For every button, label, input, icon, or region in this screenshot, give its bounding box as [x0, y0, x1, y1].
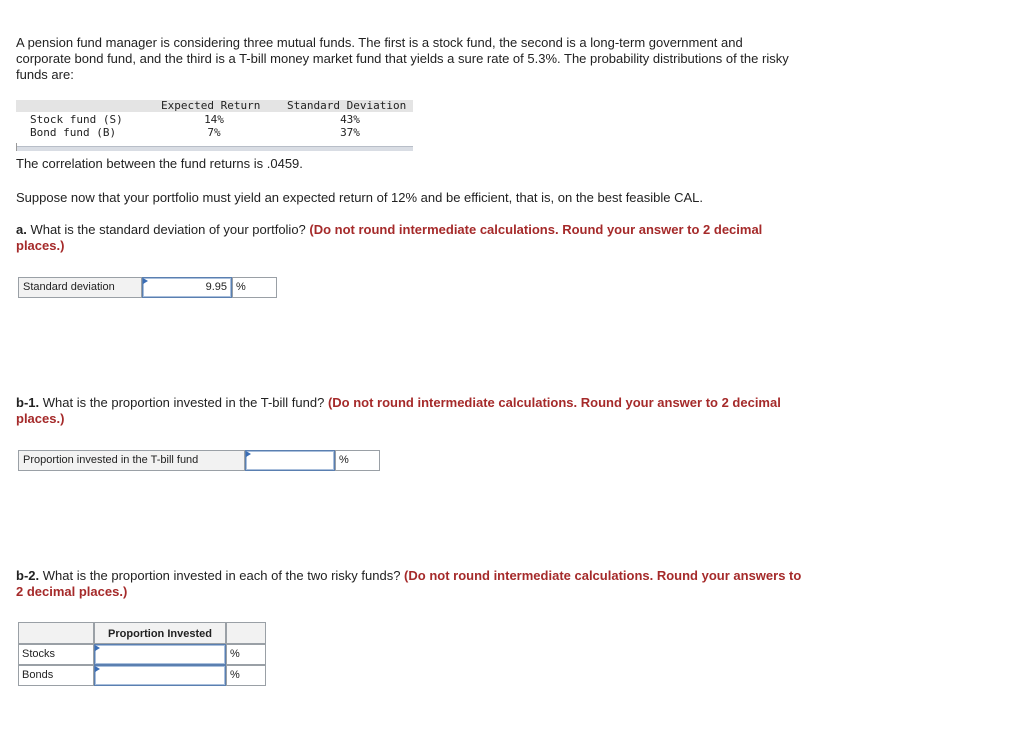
stocks-unit: %: [226, 644, 266, 665]
question-b2-prefix: b-2.: [16, 568, 40, 583]
fund-table-row-bond-label: Bond fund (B): [30, 126, 117, 139]
correlation-text: The correlation between the fund returns is .0459.: [16, 156, 303, 171]
question-a-prefix: a.: [16, 222, 27, 237]
risky-funds-table-header: Proportion Invested: [94, 622, 226, 644]
bonds-label: Bonds: [18, 665, 94, 686]
fund-table-col-standard-deviation: Standard Deviation: [287, 99, 407, 112]
question-b2-note-1: (Do not round intermediate calculations. Round your answers to: [404, 568, 802, 583]
intro-line-3: funds are:: [16, 67, 74, 82]
fund-table-footer-tick: [16, 143, 17, 151]
fund-table-row-bond-er: 7%: [207, 126, 221, 139]
tbill-proportion-label: Proportion invested in the T-bill fund: [18, 450, 245, 471]
question-b2-note-2: 2 decimal places.): [16, 584, 128, 599]
question-b1-prefix: b-1.: [16, 395, 40, 410]
question-b1-line-1: [16, 395, 781, 411]
intro-line-2: corporate bond fund, and the third is a T-bill money market fund that yields a sure rate of 5.3%. The probability distributions of the risky: [16, 51, 789, 66]
bonds-proportion-input[interactable]: [94, 665, 226, 686]
suppose-text: Suppose now that your portfolio must yield an expected return of 12% and be efficient, that is, on the best feasible CAL.: [16, 190, 704, 205]
question-b2-line-1: [16, 568, 801, 584]
fund-table-row-stock-label: Stock fund (S): [30, 113, 123, 126]
standard-deviation-unit: %: [232, 277, 277, 298]
bonds-unit: %: [226, 665, 266, 686]
fund-table-footer-bar: [16, 146, 413, 151]
question-a-note-2: places.): [16, 238, 65, 253]
risky-funds-table-corner: [18, 622, 94, 644]
fund-table-col-expected-return: Expected Return: [161, 99, 261, 112]
standard-deviation-label: Standard deviation: [18, 277, 142, 298]
input-marker-icon: [95, 645, 100, 651]
input-marker-icon: [95, 666, 100, 672]
tbill-proportion-input[interactable]: [245, 450, 335, 471]
question-a-text: What is the standard deviation of your portfolio?: [26, 222, 310, 237]
question-b1-text: What is the proportion invested in the T-bill fund?: [39, 395, 328, 410]
tbill-proportion-unit: %: [335, 450, 380, 471]
fund-table-row-stock-sd: 43%: [340, 113, 360, 126]
input-marker-icon: [246, 451, 251, 457]
question-b2-text: What is the proportion invested in each of the two risky funds?: [39, 568, 405, 583]
risky-funds-table-header-unit: [226, 622, 266, 644]
question-a-note-1: (Do not round intermediate calculations. Round your answer to 2 decimal: [309, 222, 763, 237]
fund-table-row-bond-sd: 37%: [340, 126, 360, 139]
question-b1-note-2: places.): [16, 411, 65, 426]
standard-deviation-input[interactable]: 9.95: [142, 277, 232, 298]
question-a-line-1: [16, 222, 762, 238]
input-marker-icon: [143, 278, 148, 284]
fund-table-row-stock-er: 14%: [204, 113, 224, 126]
stocks-label: Stocks: [18, 644, 94, 665]
question-b1-note-1: (Do not round intermediate calculations. Round your answer to 2 decimal: [327, 395, 781, 410]
stocks-proportion-input[interactable]: [94, 644, 226, 665]
intro-line-1: A pension fund manager is considering three mutual funds. The first is a stock fund, the second is a long-term government and: [16, 35, 743, 50]
